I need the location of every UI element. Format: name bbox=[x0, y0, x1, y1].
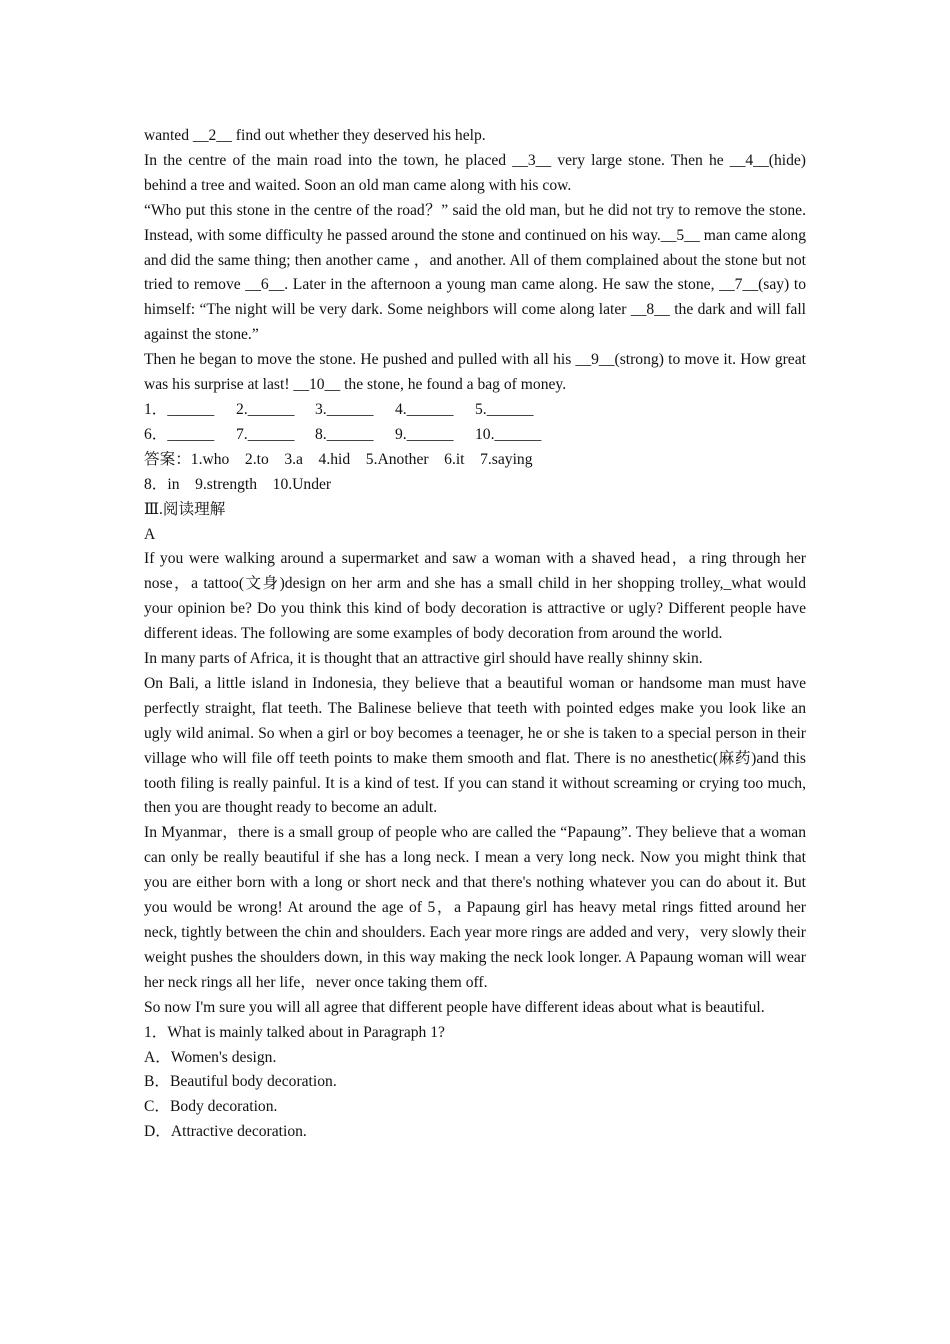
blank-item: 9.______ bbox=[395, 425, 454, 443]
reading-paragraph: In Myanmar，there is a small group of people who are called the “Papaung”. They believe that a woman can only be really beautiful if she has a long neck. I mean a very long neck. Now you might think that you are either born with a long or short neck and that there's nothing whatever you can do about it. But you would be wrong! At around the age of 5，a Papaung girl has heavy metal rings fitted around her neck, tightly between the chin and shoulders. Each year more rings are added and very，very slowly their weight pushes the shoulders down, in this way making the neck look longer. A Papaung woman will wear her neck rings all her life，never once taking them off. bbox=[144, 824, 806, 991]
cloze-paragraph: Then he began to move the stone. He pushed and pulled with all his __9__(strong) to move it. How great was his surprise at last! __10__ the stone, he found a bag of money. bbox=[144, 351, 806, 394]
blank-item: 7.______ bbox=[236, 425, 295, 443]
reading-paragraph: On Bali, a little island in Indonesia, they believe that a beautiful woman or handsome man must have perfectly straight, flat teeth. The Balinese believe that teeth with pointed edges make you look like an ugly wild animal. So when a girl or boy becomes a teenager, he or she is taken to a special person in their village who will file off teeth points to make them smooth and flat. There is no anesthetic(麻药)and this tooth filing is really painful. It is a kind of test. If you can stand it without screaming or crying too much, then you are thought ready to become an adult. bbox=[144, 674, 806, 817]
blank-item: 3.______ bbox=[315, 400, 374, 418]
blank-item: 6．______ bbox=[144, 425, 215, 443]
answer-option: C．Body decoration. bbox=[144, 1098, 278, 1116]
document-page bbox=[144, 124, 806, 1145]
blank-item: 5.______ bbox=[475, 400, 534, 418]
reading-paragraph: So now I'm sure you will all agree that different people have different ideas about what is beautiful. bbox=[144, 998, 765, 1016]
blank-item: 4.______ bbox=[395, 400, 454, 418]
passage-label: A bbox=[144, 525, 156, 543]
reading-paragraph: If you were walking around a supermarket and saw a woman with a shaved head，a ring through her nose，a tattoo(文身)design on her arm and she has a small child in her shopping trolley,_what would your opinion be? Do you think this kind of body decoration is attractive or ugly? Different people have different ideas. The following are some examples of body decoration from around the world. bbox=[144, 550, 806, 643]
question: 1．What is mainly talked about in Paragraph 1? bbox=[144, 1023, 445, 1041]
answer-option: D．Attractive decoration. bbox=[144, 1123, 307, 1141]
blank-row bbox=[144, 423, 806, 448]
answer-key-line: 8．in 9.strength 10.Under bbox=[144, 475, 332, 493]
answer-option: A．Women's design. bbox=[144, 1048, 277, 1066]
cloze-paragraph: “Who put this stone in the centre of the road？” said the old man, but he did not try to remove the stone. Instead, with some difficulty he passed around the stone and continued on his way.__5__ man came along and did the same thing; then another came ，and another. All of them complained about the stone but not tried to remove __6__. Later in the afternoon a young man came along. He saw the stone, __7__(say) to himself: “The night will be very dark. Some neighbors will come along later __8__ the dark and will fall against the stone.” bbox=[144, 201, 806, 344]
blank-item: 1．______ bbox=[144, 400, 215, 418]
reading-paragraph: In many parts of Africa, it is thought that an attractive girl should have really shinny skin. bbox=[144, 650, 703, 668]
section-title: Ⅲ.阅读理解 bbox=[144, 500, 226, 518]
cloze-paragraph: wanted __2__ find out whether they deserved his help. bbox=[144, 127, 486, 144]
blank-item: 10.______ bbox=[475, 425, 542, 443]
answer-option: B．Beautiful body decoration. bbox=[144, 1073, 337, 1091]
blank-item: 2.______ bbox=[236, 400, 295, 418]
blank-row bbox=[144, 398, 806, 423]
cloze-paragraph: In the centre of the main road into the town, he placed __3__ very large stone. Then he __4__(hide) behind a tree and waited. Soon an old man came along with his cow. bbox=[144, 151, 806, 194]
blank-item: 8.______ bbox=[315, 425, 374, 443]
answer-key-line: 答案：1.who 2.to 3.a 4.hid 5.Another 6.it 7.saying bbox=[144, 450, 533, 468]
